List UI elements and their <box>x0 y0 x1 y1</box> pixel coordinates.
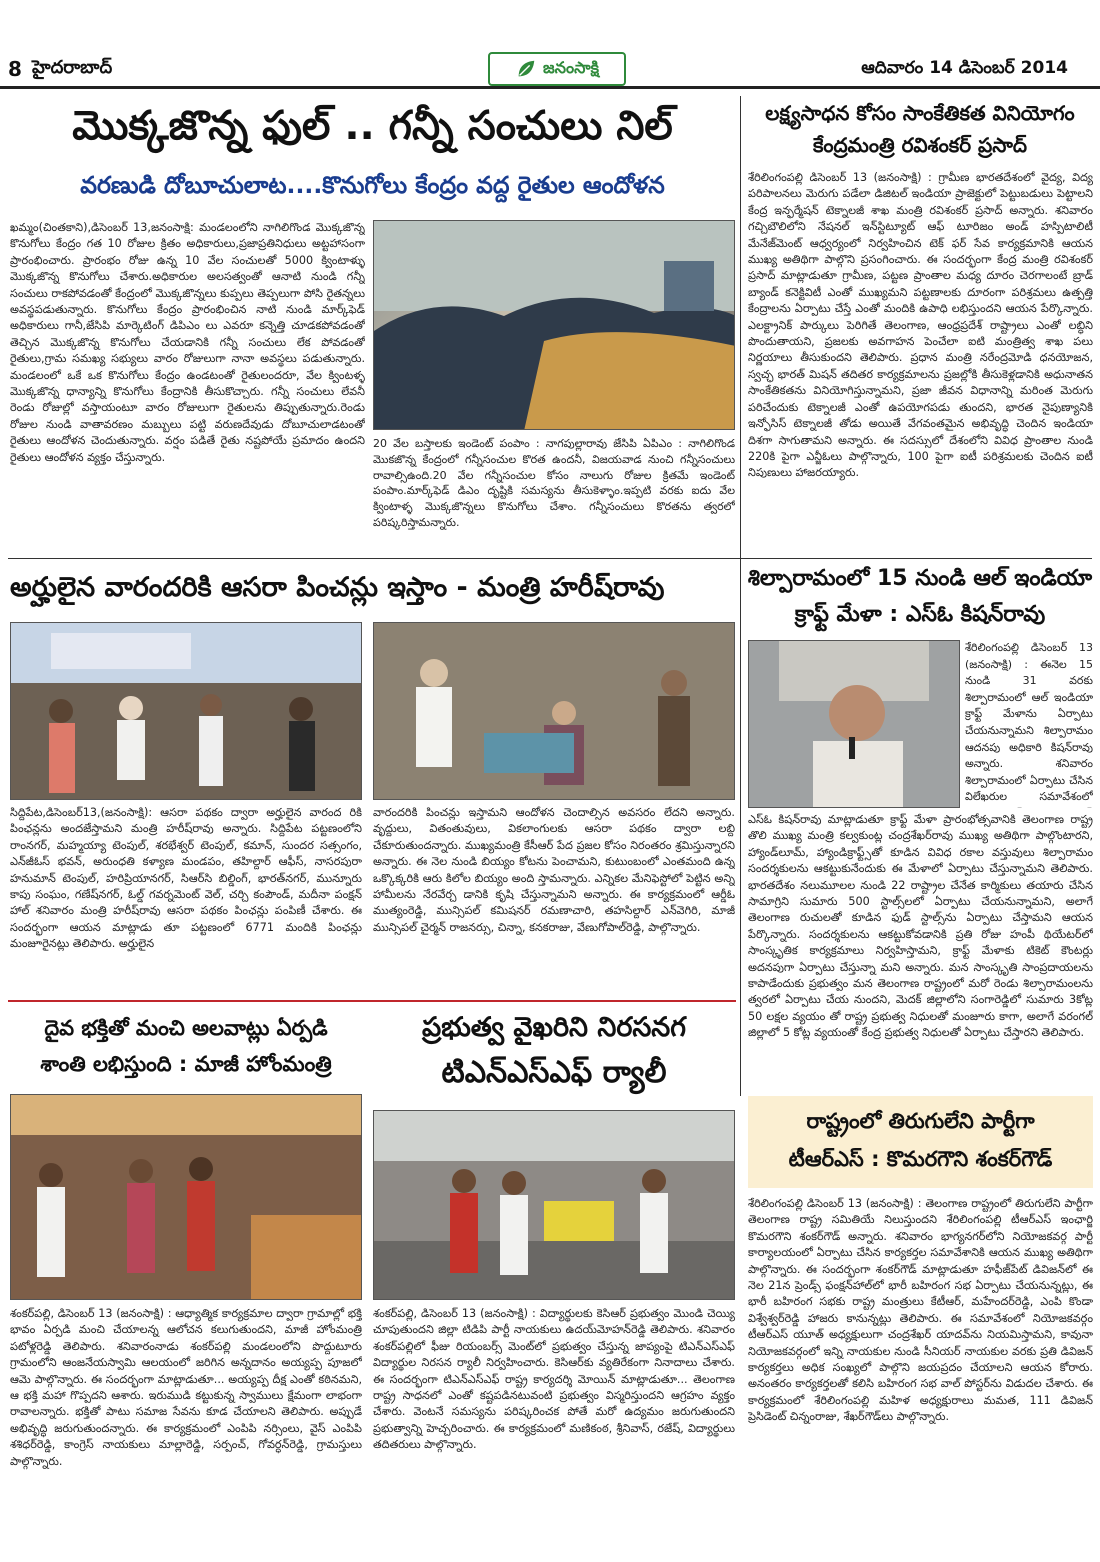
story1-subheadline: వరణుడి దోబూచులాట....కొనుగోలు కేంద్రం వద్ద రైతుల ఆందోళన <box>80 171 665 199</box>
leaf-icon <box>515 58 537 80</box>
story2-body: శేరిలింగంపల్లి డిసెంబర్ 13 (జనంసాక్షి) : గ్రామీణ భారతదేశంలో వైద్య, విద్య పరిపాలనలు మెరుగు పడేలా డిజిటల్ ఇండియా ప్రాజెక్టులో పెట్టుబడులు పెట్టాలని కేంద్ర ఇన్ఫర్మేషన్ టెక్నాలజీ శాఖ మంత్రి రవిశంకర్ ప్రసాద్ అన్నారు. శనివారం గచ్చిబౌలిలోని నేషనల్ ఇన్‌స్టిట్యూట్ ఆఫ్ టూరిజం అండ్ హస్పిటాలిటీ మేనేజ్‌మెంట్ ఆధ్వర్యంలో నిర్వహించిన టెక్ ఫర్ సేవ కార్యక్రమానికి ఆయన ముఖ్య అతిథిగా పాల్గొని ప్రసంగించారు. ఈ సందర్భంగా కేంద్ర మంత్రి రవిశంకర్ ప్రసాద్ మాట్లాడుతూ గ్రామీణ, పట్టణ ప్రాంతాల మధ్య దూరం చెరగాలంటే బ్రాడ్ బ్యాండ్ కనెక్టివిటీ ఎంతో ముఖ్యమని పట్టణాలకు దూరంగా పరిశ్రమలు ఉత్పత్తి కేంద్రాలను ఏర్పాటు చేస్తే ఎంతో మందికి ఉపాధి లభిస్తుందని ఆయన పేర్కొన్నారు. ఎలక్ట్రానిక్ పార్కులు పెరిగితే తెలంగాణ, ఆంధ్రప్రదేశ్ రాష్ట్రాలు ఎంతో లబ్ధిని పొందుతాయని, ప్రజలకు అవగాహన పెంచేలా ఐటి మంత్రిత్వ శాఖ పలు నిర్ణయాలు తీసుకుందని తెలిపారు. ప్రధాన మంత్రి నరేంద్రమోడి ధనయోజన, స్వచ్ఛ భారత్ మిషన్ తదితర కార్యక్రమాలను ప్రజల్లోకి తీసుకెళ్లడానికి అధునాతన సాంకేతికతను వినియోగిస్తున్నామని, ప్రజా జీవన విధానాన్ని మరింత మెరుగు పరిచేందుకు టెక్నాలజీ ఎంతో ఉపయోగపడు తుందని, భారత నైపుణ్యానికి ఇన్ఫోసిస్ టెక్నాలజీ తోడు అయితే వేగవంతమైన అభివృద్ధి చెందిన ఇండియా దిశగా సాగుతామని అన్నారు. ఈ సదస్సులో దేశంలోని వివిధ ప్రాంతాల నుండి 220కి పైగా ఎన్జీఓలు పాల్గొన్నారు, 100 పైగా ఐటీ పరిశ్రమలకు చెందిన ఐటీ నిపుణులు హాజరయ్యారు. <box>748 171 1093 480</box>
story7-headline-line1: రాష్ట్రంలో తిరుగులేని పార్టీగా <box>806 1109 1035 1133</box>
story5-headline-line1: దైవ భక్తితో మంచి అలవాట్లు ఏర్పడి <box>44 1016 328 1040</box>
student-rally-illustration <box>374 1111 735 1300</box>
story3-photo-left <box>10 622 362 800</box>
story7-headline-line2: టీఆర్ఎస్ : కొమరగౌని శంకర్‌గౌడ్ <box>788 1147 1053 1171</box>
page-number: 8 <box>8 57 22 81</box>
logo-text: జనంసాక్షి <box>543 57 599 77</box>
story4-body-side: శేరిలింగంపల్లి డిసెంబర్ 13 (జనంసాక్షి) : ఈనెల 15 నుండి 31 వరకు శిల్పారామంలో ఆల్ ఇండియా క్రాఫ్ట్ మేళాను ఏర్పాటు చేయనున్నామని శిల్పారామం ఆదనపు అధికారి కిషన్‌రావు అన్నారు. శనివారం శిల్పారామంలో ఏర్పాటు చేసిన విలేఖరుల సమావేశంలో <box>965 641 1093 804</box>
masthead <box>0 0 1100 92</box>
header-rule <box>0 86 1100 89</box>
story4-photo <box>748 640 960 808</box>
column-divider <box>740 96 741 1096</box>
story4-headline-line2: క్రాఫ్ట్ మేళా : ఎస్‌ఓ కిషన్‌రావు <box>794 602 1046 627</box>
story1-photo <box>373 220 735 430</box>
story5-photo <box>10 1094 362 1300</box>
story1-photo-caption: 20 వేల బస్తాలకు ఇండెంట్ పంపాం : నాగపుల్లారావు జేసిపి ఏపిఎం : నాగిలిగొండ మొకజొన్న కేంద్రంలో గన్నీసంచుల కొరత ఉందనీ, విజయవాడ నుంచి గన్నీసంచులు రావాల్సిఉంది.20 వేల గన్నీసంచుల కోసం నాలుగు రోజుల క్రితమే ఇండెంట్ పంపాం.మార్క్‌ఫెడ్ డిఎం దృష్టికి సమస్యను తీసుకెళ్ళాం.ఇప్పటి వరకు ఐదు వేల క్వింటాళ్ళ మొక్కజొన్నలు కొనుగోలు చేశాం. గన్నీసంచులు కొరతను త్వరలో పరిష్కరిస్తామన్నారు. <box>373 437 735 529</box>
officer-portrait-illustration <box>749 641 960 808</box>
story4-headline-line1: శిల్పారామంలో 15 నుండి ఆల్ ఇండియా <box>747 566 1093 591</box>
section-rule <box>8 558 1092 559</box>
story4-body-main: ఎస్‌ఓ కిషన్‌రావు మాట్లాడుతూ క్రాఫ్ట్ మేళా ప్రారంభోత్సవానికి తెలంగాణ రాష్ట్ర తొలి ముఖ్య మంత్రి కల్వకుంట్ల చంద్రశేఖర్‌రావు ముఖ్య అతిథిగా పాల్గొంటారని, హ్యాండ్‌లూమ్, హ్యాండిక్రాఫ్ట్స్‌తో కూడిన వివిధ రకాల వస్తువులు శిల్పారామం సందర్శకులను ఆకట్టుకునేందుకు ఈ మేళాలో ఏర్పాటు చేస్తున్నామని తెలిపారు. భారతదేశం నలుమూలల నుండి 22 రాష్ట్రాల చేనేత కార్మికులు తయారు చేసిన సామాగ్రిని సుమారు 500 స్టాల్స్‌లలో ఏర్పాటు చేయనున్నామని, అలాగే తెలంగాణ రుచులతో కూడిన ఫుడ్ స్టాల్స్‌ను ఏర్పాటు చేస్తామని ఆయన పేర్కొన్నారు. సందర్శకులను ఆకట్టుకోవడానికి ప్రతి రోజు హంపీ థియేటర్‌లో సాంస్కృతిక కార్యక్రమాలు నిర్వహిస్తామని, క్రాఫ్ట్ మేళాకు టికెట్ కౌంటర్లు అదనపుగా ఏర్పాటు చేస్తున్నా మని అన్నారు. మన సాంస్కృతి సాంప్రదాయలను కాపాడేందుకు ప్రభుత్వం మన తెలంగాణ రాష్ట్రంలో మరో రెండు శిల్పారామంలను త్వరలో ఏర్పాటు చేయ నుందని, మెదక్ జిల్లాలోని సంగారెడ్డిలో సుమారు 3కోట్ల 50 లక్షల వ్యయం తో రాష్ట్ర ప్రభుత్వ నిధులతో మంజూరు కాగా, అలాగే వరంగల్ జిల్లాలో 5 కోట్ల వ్యయంతో కేంద్ర ప్రభుత్వ నిధులతో ఏర్పాటు చేస్తారని తెలిపారు. <box>748 813 1093 1040</box>
section-rule-red <box>8 1000 736 1002</box>
issue-date: ఆదివారం 14 డిసెంబర్ 2014 <box>861 58 1068 78</box>
newspaper-logo <box>488 52 626 86</box>
city-label: హైదరాబాద్ <box>32 57 113 78</box>
pension-distribution-illustration <box>374 623 735 800</box>
story3-body-left: సిద్దిపేట,డిసెంబర్13,(జనంసాక్షి): ఆసరా పథకం ద్వారా అర్హులైన వారంద రికి పింఛన్లను అందజేస్తామని మంత్రి హరీష్‌రావు అన్నారు. సిద్దిపేట పట్టణంలోని రాంనగర్, మహ్మయ్యా టెంపుల్, శరభేశ్వర్ టెంపుల్, కమాన్, సుందర సత్సంగం, ఎన్‌జీఓస్ భవన్, అరుంధతి కళ్యాణ మండపం, తహిల్దార్ ఆఫీస్, నాసరపురా హనుమాన్ టెంపుల్, హరిప్రియానగర్, సిఆర్‌సి బిల్డింగ్, భారత్‌నగర్, మున్నూరు కాపు సంఘం, గణేష్‌నగర్, ఓల్డ్ గవర్నమెంట్ వెల్, చర్చి కంపౌండ్, మదీనా పంక్షన్ హాల్ శనివారం మంత్రి హరీష్‌రావు ఆసరా పథకం పింఛన్లు పంపిణీ చేశారు. ఈ సందర్భంగా ఆయన మాట్లాడు తూ పట్టణంలో 6771 మందికి పింఛన్లు మంజూరైనట్లు తెలిపారు. అర్హులైన <box>10 806 362 951</box>
story6-headline-line1: ప్రభుత్వ వైఖరిని నిరసనగ <box>422 1012 686 1043</box>
maize-heap-illustration <box>374 221 735 430</box>
story3-body-right: వారందరికి పించన్లు ఇస్తామని ఆందోళన చెందాల్సిన అవసరం లేదని అన్నారు. వృద్దులు, వితంతువులు, వికలాంగులకు ఆసరా పథకం ద్వారా లబ్ది చేకూరుతుందన్నారు. ముఖ్యమంత్రి కేసీఆర్ పేద ప్రజల కోసం నిరంతరం శ్రమిస్తున్నారని అన్నారు. ఈ నెల నుండి బియ్యం కోటను పెంచామని, కుటుంబంలో ఎంతమంది ఉన్న ఒక్కొక్కరికి ఆరు కిలోల బియ్యం అంది స్తామన్నారు. ఎన్నికల మేనిఫెస్టోలో పెట్టిన అన్ని హామీలను నేరవేర్చ డానికి కృషి చేస్తున్నామని అన్నారు. ఈ కార్యక్రమంలో ఆర్డీఓ ముత్యంరెడ్డి, మున్సిపల్ కమిషనర్ రమణాచారి, తహసిల్దార్ ఎన్‌వెగిరి, మాజీ మున్సిపల్ చైర్మన్ రాజనర్సు, చిన్నా, కనకరాజు, వేణుగోపాల్‌రెడ్డి, పాల్గొన్నారు. <box>373 806 735 934</box>
story2-headline-line1: లక్ష్యసాధన కోసం సాంకేతికత వినియోగం <box>765 101 1075 125</box>
story3-photo-right <box>373 622 735 800</box>
story7-headline-box <box>748 1096 1093 1188</box>
story2-headline-line2: కేంద్రమంత్రి రవిశంకర్ ప్రసాద్ <box>812 133 1028 157</box>
story5-body: శంకర్‌పల్లి, డిసెంబర్ 13 (జనంసాక్షి) : ఆధ్యాత్మిక కార్యక్రమాల ద్వారా గ్రామాల్లో భక్తి భావం ఏర్పడి మంచి చేయాలన్న ఆలోచన కలుగుతుందని, మాజీ హోంమంత్రి పటోళ్లరెడ్డి తెలిపారు. శనివారంనాడు శంకర్‌పల్లి మండలంలోని పొద్దుటూరు గ్రామంలోని ఆంజనేయస్వామి ఆలయంలో జరిగిన అన్నదానం అయ్యప్ప పూజలో ఆమె పాల్గొన్నారు. ఈ సందర్భంగా మాట్లాడుతూ... అయ్యప్ప దీక్ష ఎంతో కఠినమని, ఆ భక్తి మహా గొప్పదని ఆశారు. ఇరుముడి కట్టుకున్న స్వాములు క్షేమంగా లాభంగా రావాలన్నారు. భక్తితో పాటు సమాజ సేవను కూడ చేయాలని తెలిపారు. అప్పుడే అభివృద్ధి జరుగుతుందన్నారు. ఈ కార్యక్రమంలో ఎంపిపి నర్సింలు, వైస్ ఎంపిపి శశిధర్‌రెడ్డి, కాంగ్రెస్ నాయకులు మాల్లారెడ్డి, సర్పంచ్, గోవర్ధన్‌రెడ్డి, గ్రామస్తులు పాల్గొన్నారు. <box>10 1307 362 1468</box>
story3-headline: అర్హులైన వారందరికి ఆసరా పించన్లు ఇస్తాం - మంత్రి హరీష్‌రావు <box>10 572 665 603</box>
story1-body: ఖమ్మం(చింతకాని),డిసెంబర్ 13,జనంసాక్షి: మండలంలోని నాగిలిగొండ మొక్కజొన్న కొనుగోలు కేంద్రం గత 10 రోజుల క్రితం అధికారులు,ప్రజాప్రతినిధులు అట్టహాసంగా ప్రారంభించారు. ప్రారంభం రోజు ఉన్న 10 వేల సంచులతో 5000 క్వింటాళ్ళు మొక్కజొన్న కొనుగోలు చేశారు.అధికారుల అలసత్వంతో ఆనాటి నుండి గన్నీ సంచులు రాకపోవడంతో కేంద్రంలో మొక్కజొన్నలు కుప్పలు తెప్పలుగా పోసి రైతన్నలు అవస్థపడుతున్నారు. కొనుగోలు కేంద్రం ప్రారంభించిన నాటి నుండి మార్క్‌ఫెడ్ అధికారులు గానీ,జేసిపి మార్కెటింగ్ డిపిఎం లు ఎవరూ కన్నెత్తి చూడకపోవడంతో తెచ్చిన మొక్కజొన్న కొనుగోలు చేయడానికి గన్నీ సంచులు లేక పోవడంతో రైతులు,గ్రామ సమఖ్య సభ్యులు వారం రోజులుగా నానా అవస్థలు పడుతున్నారు. మండలంలో ఒకే ఒక కొనుగోలు కేంద్రం ఉండటంతో రైతులందరూ, వేల క్వింటళ్ళ మొక్కజొన్న ధాన్యాన్ని కొనుగోలు కేంద్రానికి తీసుకొచ్చారు. గన్నీ సంచులు లేవనీ రెండు రోజుల్లో వస్తాయంటూ వారం రోజులుగా రైతులను తిప్పుతున్నారు.రెండు రోజుల నుండి వాతావరణం మబ్బులు పట్టి వరుణదేవుడు దోబూచులాడటంతో రైతులు ఆందోళన చెందుతున్నారు. వర్షం పడితే రైతు నష్టపోయే ప్రమాదం ఉందని రైతులు ఆందోళన వ్యక్తం చేస్తున్నారు. <box>10 221 365 464</box>
story6-headline-line2: టిఎన్ఎస్ఎఫ్ ర్యాలీ <box>441 1055 667 1090</box>
story6-body: శంకర్‌పల్లి, డిసెంబర్ 13 (జనంసాక్షి) : విద్యార్థులకు కెసిఆర్ ప్రభుత్వం మొండి చెయ్యి చూపుతుందని జిల్లా టిడిపి పార్టీ నాయకులు ఉదయ్‌మోహన్‌రెడ్డి తెలిపారు. శనివారం శంకర్‌పల్లిలో ఫీజు రియంబర్స్ మెంట్‌లో ప్రభుత్వం చేస్తున్న జాప్యంపై టిఎన్ఎస్ఎఫ్ విద్యార్థుల నిరసన ర్యాలీ నిర్వహించారు. కెసిఆర్‌కు వ్యతిరేకంగా నినాదాలు చేశారు. ఈ సందర్భంగా టిఎన్ఎస్ఎఫ్ రాష్ట్ర కార్యదర్శి మోయిన్ మాట్లాడుతూ... తెలంగాణ రాష్ట్ర సాధనలో ఎంతో కష్టపడినటువంటి ప్రభుత్వం విస్మరిస్తుందని ఆగ్రహం వ్యక్తం చేశారు. వెంటనే సమస్యను పరిష్కరించక పోతే మరో ఉద్యమం జరుగుతుందని ప్రభుత్వాన్ని హెచ్చరించారు. ఈ కార్యక్రమంలో మణికంఠ, శ్రీనివాస్, రజేష్, విద్యార్థులు తదితరులు పాల్గొన్నారు. <box>373 1307 735 1452</box>
minister-speech-illustration <box>11 623 362 800</box>
story6-photo <box>373 1110 735 1300</box>
story5-headline-line2: శాంతి లభిస్తుంది : మాజీ హోంమంత్రి <box>40 1052 332 1076</box>
temple-event-illustration <box>11 1095 362 1300</box>
story1-headline: మొక్కజొన్న ఫుల్ .. గన్నీ సంచులు నిల్ <box>72 103 673 149</box>
story7-body: శేరిలింగంపల్లి డిసెంబర్ 13 (జనంసాక్షి) : తెలంగాణ రాష్ట్రంలో తిరుగులేని పార్టీగా తెలంగాణ రాష్ట్ర సమితియే నిలుస్తుందని శేరిలింగంపల్లి టీఆర్ఎస్ ఇంఛార్జి కొమరగౌని శంకర్‌గౌడ్ అన్నారు. శనివారం భాగ్యనగర్‌లోని నియోజకవర్గ పార్టీ కార్యాలయంలో ఏర్పాటు చేసిన కార్యకర్తల సమావేశానికి ఆయన ముఖ్య అతిథిగా పాల్గొన్నారు. ఈ సందర్భంగా శంకర్‌గౌడ్ మాట్లాడుతూ హఫీజ్‌పేట్ డివిజన్‌లో ఈ నెల 21న ప్రెండ్స్ ఫంక్షన్‌హాల్‌లో భారీ బహిరంగ సభ ఏర్పాటు చేయనున్నట్లు, ఈ భారీ బహిరంగ సభకు రాష్ట్ర మంత్రులు కేటీఆర్, మహేందర్‌రెడ్డి, ఎంపి కొండా విశ్వేశ్వర్‌రెడ్డి హాజరు కానున్నట్లు తెలిపారు. ఈ సమావేశంలో నియోజకవర్గం టీఆర్ఎస్ యూత్ అధ్యక్షులుగా చంద్రశేఖర్ యాదవ్‌ను నియమిస్తామని, కావునా నియోజకవర్గంలో ఇన్ని నాయకుల నుండి సీనియర్ నాయకుల వరకు ప్రతి డివిజన్ కార్యకర్తలు అధిక సంఖ్యలో పాల్గొని జయప్రదం చేయాలని ఆయన కోరారు. అనంతరం కార్యకర్తలతో కలిసి బహిరంగ సభ వాల్ పోస్టర్‌ను విడుదల చేశారు. ఈ కార్యక్రమంలో శేరిలింగంపల్లి మహిళ అధ్యక్షురాలు మమత, 111 డివిజన్ ప్రెసిడెంట్ చిన్నంరాజు, శేఖర్‌గౌడ్‌లు పాల్గొన్నారు. <box>748 1197 1093 1424</box>
